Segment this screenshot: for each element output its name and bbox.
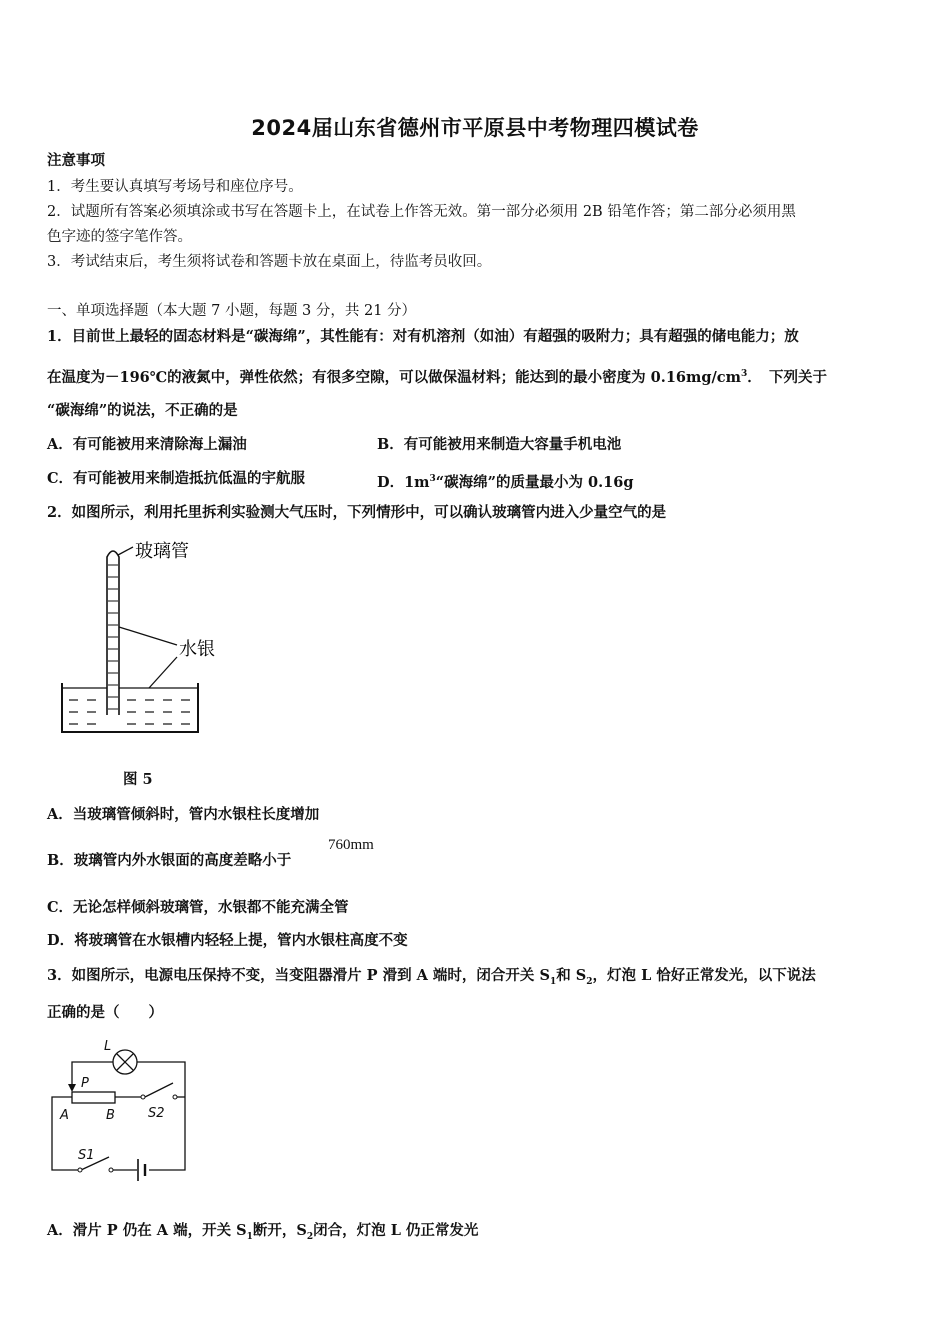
label-S2: S2 [148,1106,165,1121]
label-P: P [81,1076,89,1091]
wire-top-left [72,1062,113,1064]
q1-line2-sup: 3 [740,369,748,379]
switch-s2-contact [173,1095,177,1099]
q3-option-a-tail: 闭合，灯泡 L 仍正常发光 [313,1222,479,1239]
question-3-stem-line2: 正确的是（ ） [47,1004,163,1021]
notice-item: 1．考生要认真填写考场号和座位序号。 [47,179,303,195]
q1-line2-text: 在温度为－196℃的液氮中，弹性依然；有很多空隙，可以做保温材料；能达到的最小密度为 0.16mg/cm [47,368,741,386]
notice-item: 2．试题所有答案必须填涂或书写在答题卡上，在试卷上作答无效。第一部分必须用 2B 铅笔作答；第二部分必须用黑 [47,204,796,220]
q3-stem-sub: 1 [549,976,557,987]
q3-option-a-text: A．滑片 P 仍在 A 端，开关 S [47,1222,247,1239]
label-S1: S1 [78,1148,95,1163]
q3-stem-mid: 和 S [556,967,587,984]
q2-option-a[interactable]: A．当玻璃管倾斜时，管内水银柱长度增加 [47,806,320,823]
label-A: A [60,1108,69,1123]
q2-option-d[interactable]: D．将玻璃管在水银槽内轻轻上提，管内水银柱高度不变 [47,932,408,949]
q1-option-b[interactable]: B．有可能被用来制造大容量手机电池 [377,436,622,453]
switch-s2-contact [141,1095,145,1099]
mercury-leader-line-1 [119,627,177,645]
mercury-trough [62,683,198,732]
switch-s1-contact [109,1168,113,1172]
q1-option-d-sup: 3 [429,474,436,484]
q2-option-b[interactable]: B．玻璃管内外水银面的高度差略小于 [47,852,292,869]
notice-heading: 注意事项 [47,152,105,169]
torricelli-figure [45,535,245,740]
mercury-leader-line-2 [149,657,177,688]
switch-s2-blade [145,1083,173,1097]
q3-option-a[interactable] [47,1221,478,1247]
q3-option-a-mid: 断开，S [252,1222,307,1239]
q1-option-d-tail: “碳海绵”的质量最小为 0.16g [435,473,634,491]
q3-option-a-sub: 1 [246,1231,253,1242]
q3-stem-text: 3．如图所示，电源电压保持不变，当变阻器滑片 P 滑到 A 端时，闭合开关 S [47,967,550,984]
label-L: L [104,1039,112,1054]
q3-option-a-sub: 2 [306,1231,314,1242]
slider-arrow-icon [68,1084,76,1092]
tube-leader-line [118,547,133,555]
q1-option-a[interactable]: A．有可能被用来清除海上漏油 [47,436,247,453]
switch-s1-contact [78,1168,82,1172]
q3-stem-tail: ，灯泡 L 恰好正常发光，以下说法 [592,967,816,984]
notice-item: 3．考试结束后，考生须将试卷和答题卡放在桌面上，待监考员收回。 [47,254,492,270]
q1-option-d[interactable] [377,469,633,493]
figure-caption: 图 5 [123,771,153,788]
notice-item: 色字迹的签字笔作答。 [47,229,192,245]
mercury-label: 水银 [179,639,215,660]
rheostat [72,1092,115,1103]
section-heading: 一、单项选择题（本大题 7 小题，每题 3 分，共 21 分） [47,303,417,319]
tube-label: 玻璃管 [135,541,189,562]
circuit-figure [45,1035,195,1185]
q1-option-d-text: D．1m [377,473,430,491]
question-1-stem-line3: “碳海绵”的说法，不正确的是 [47,402,238,419]
mercury-hatching [69,700,190,724]
q3-stem-sub: 2 [586,976,593,987]
question-2-stem: 2．如图所示，利用托里拆利实验测大气压时，下列情形中，可以确认玻璃管内进入少量空气的是 [47,504,667,521]
q1-line2-tail: ． 下列关于 [747,368,827,386]
question-1-stem-line2 [47,364,827,388]
q2-option-c[interactable]: C．无论怎样倾斜玻璃管，水银都不能充满全管 [47,899,349,916]
q2-option-b-value: 760mm [328,837,374,853]
question-3-stem [47,966,816,992]
question-1-stem: 1．目前世上最轻的固态材料是“碳海绵”，其性能有：对有机溶剂（如油）有超强的吸附力；具有超强的储电能力；放 [47,328,799,345]
page-title: 2024届山东省德州市平原县中考物理四模试卷 [251,116,699,140]
q1-option-c[interactable]: C．有可能被用来制造抵抗低温的宇航服 [47,470,306,487]
glass-tube [107,551,119,715]
label-B: B [106,1108,115,1123]
